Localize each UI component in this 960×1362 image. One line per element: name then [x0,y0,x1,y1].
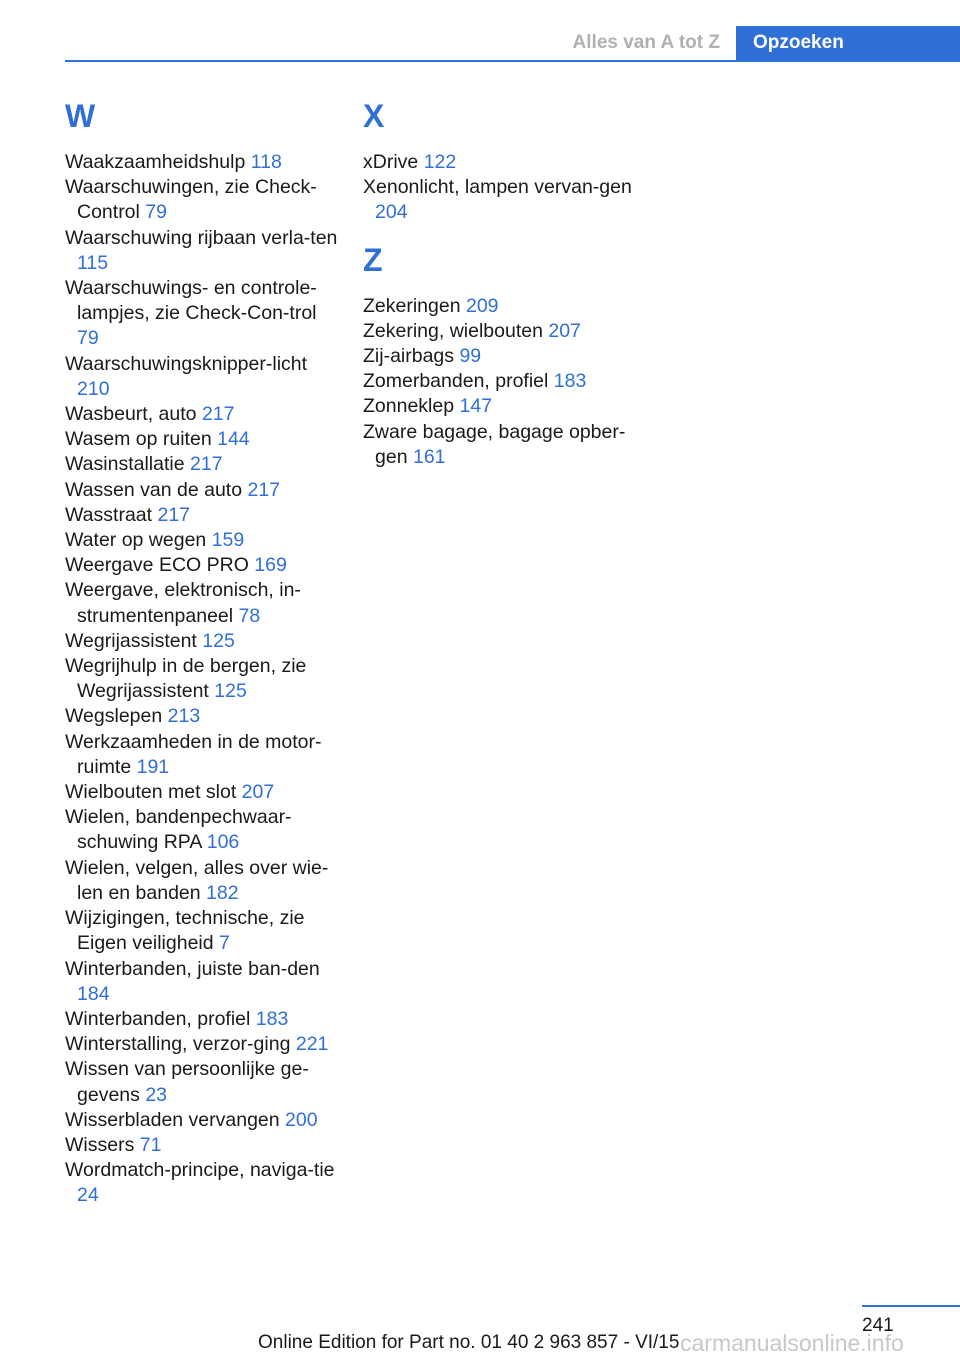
entry-page-link[interactable]: 191 [136,755,170,778]
entry-page-link[interactable]: 217 [157,503,191,526]
index-section [65,96,340,1209]
index-entry [65,1108,340,1133]
entry-page-link[interactable]: 209 [465,294,499,317]
index-entry [363,175,638,225]
index-entry [65,427,340,452]
index-entry [65,276,340,352]
entry-page-link[interactable]: 221 [295,1033,329,1056]
index-entry [363,420,638,470]
entry-page-link[interactable]: 210 [77,377,110,400]
entry-term: Weergave, elektronisch, in-strumentenpaneel [65,579,301,627]
footer-rule [862,1305,960,1307]
entry-page-link[interactable]: 79 [77,327,99,350]
entry-page-link[interactable]: 183 [255,1007,289,1030]
entry-term: Waarschuwingsknipper-licht [65,352,308,375]
index-entry [65,780,340,805]
entry-page-link[interactable]: 125 [202,629,235,652]
entry-term: Wielbouten met slot [65,781,237,804]
entry-term: Wielen, bandenpechwaar-schuwing RPA [65,806,292,854]
entry-term: Wasstraat [65,503,153,526]
index-entry [65,478,340,503]
index-entry [65,629,340,654]
entry-page-link[interactable]: 122 [423,151,457,173]
page-number: 241 [862,1315,894,1336]
entry-term: Wijzigingen, technische, zie Eigen veiligheid [65,907,305,955]
entry-term: Wasbeurt, auto [65,403,197,426]
entry-page-link[interactable]: 204 [375,201,408,224]
index-entry [65,704,340,729]
index-entry [65,1133,340,1158]
index-entry [65,1158,340,1208]
entry-term: Wisserbladen vervangen [65,1108,280,1131]
entry-term: Wordmatch-principe, naviga-tie [65,1159,335,1182]
entry-page-link[interactable]: 207 [548,319,581,342]
tab-alles-van-a-tot-z[interactable]: Alles van A tot Z [572,32,720,53]
section-letter: W [65,98,96,134]
entry-page-link[interactable]: 71 [139,1133,162,1156]
section-letter: X [363,98,385,134]
entry-term: Wielen, velgen, alles over wie-len en banden [65,856,329,904]
entry-term: Winterbanden, profiel [65,1007,251,1030]
entry-term: Wissers [65,1133,135,1156]
section-letter: Z [363,241,383,278]
entry-page-link[interactable]: 183 [553,370,587,393]
entry-page-link[interactable]: 79 [145,201,167,224]
index-entry [363,294,638,319]
index-entry [65,856,340,906]
entry-term: Zonneklep [363,395,455,418]
index-column-left [65,96,340,1209]
entry-page-link[interactable]: 184 [77,982,110,1005]
index-entry [65,654,340,704]
entry-term: Wegrijhulp in de bergen, zie Wegrijassistent [65,655,307,703]
entry-term: Xenonlicht, lampen vervan-gen [363,176,632,199]
entry-term: Wissen van persoonlijke ge-gevens [65,1058,309,1106]
entry-page-link[interactable]: 147 [459,395,493,418]
entry-page-link[interactable]: 159 [211,529,245,552]
edition-text: Online Edition for Part no. 01 40 2 963 857 - VI/15 [258,1332,680,1353]
index-entry [65,730,340,780]
entry-page-link[interactable]: 217 [247,478,281,501]
index-entry [363,319,638,344]
entry-term: Wasinstallatie [65,453,185,476]
index-entry [65,452,340,477]
index-entry [65,150,340,175]
index-entry [363,369,638,394]
index-entry [363,150,638,175]
index-entry [65,528,340,553]
entry-page-link[interactable]: 213 [167,705,201,728]
entry-term: Winterstalling, verzor-ging [65,1033,291,1056]
index-entry [65,805,340,855]
entry-page-link[interactable]: 200 [285,1108,318,1131]
entry-term: Waakzaamheidshulp [65,151,246,173]
index-entry [65,1007,340,1032]
entry-page-link[interactable]: 144 [217,428,250,451]
index-section [363,96,638,226]
entry-term: Weergave ECO PRO [65,554,249,577]
entry-page-link[interactable]: 78 [238,604,261,627]
entry-page-link[interactable]: 7 [219,932,230,955]
index-entry [65,1057,340,1107]
entry-term: Wasem op ruiten [65,428,212,451]
entry-term: Water op wegen [65,529,207,552]
index-entry [65,906,340,956]
entry-page-link[interactable]: 161 [412,445,446,468]
entry-page-link[interactable]: 207 [241,781,275,804]
entry-term: Winterbanden, juiste ban-den [65,957,320,980]
entry-page-link[interactable]: 217 [190,453,223,476]
index-entry [363,394,638,419]
index-entry [65,578,340,628]
entry-page-link[interactable]: 23 [145,1083,168,1106]
index-entry [65,175,340,225]
entry-page-link[interactable]: 182 [206,881,239,904]
tab-opzoeken[interactable]: Opzoeken [736,26,960,62]
entry-term: Zij-airbags [363,345,455,368]
watermark: carmanualsonline.info [680,1330,904,1356]
entry-term: Wegslepen [65,705,163,728]
entry-term: Wassen van de auto [65,478,243,501]
index-entry [363,344,638,369]
entry-page-link[interactable]: 118 [250,151,282,173]
index-entry [65,1032,340,1057]
entry-page-link[interactable]: 169 [254,554,287,577]
entry-term: Werkzaamheden in de motor-ruimte [65,730,322,778]
entry-term: Zomerbanden, profiel [363,370,549,393]
index-entry [65,553,340,578]
index-entry [65,226,340,276]
entry-page-link[interactable]: 24 [77,1184,99,1207]
entry-term: Waarschuwing rijbaan verla-ten [65,226,338,249]
index-section [363,240,638,470]
entry-term: Waarschuwingen, zie Check-Control [65,176,317,224]
entry-page-link[interactable]: 115 [77,251,109,274]
entry-term: Wegrijassistent [65,629,197,652]
index-entry [65,352,340,402]
index-column-right [363,96,638,470]
entry-term: Zware bagage, bagage opber-gen [363,420,626,468]
entry-page-link[interactable]: 217 [201,403,235,426]
index-entry [65,402,340,427]
index-entry [65,503,340,528]
entry-page-link[interactable]: 106 [206,831,240,854]
entry-term: Zekeringen [363,294,461,317]
entry-term: Zekering, wielbouten [363,319,543,342]
entry-page-link[interactable]: 125 [214,680,247,703]
index-entry [65,957,340,1007]
entry-term: Waarschuwings- en controle-lampjes, zie Check-Con-trol [65,277,317,325]
entry-term: xDrive [363,151,419,173]
entry-page-link[interactable]: 99 [459,345,482,368]
